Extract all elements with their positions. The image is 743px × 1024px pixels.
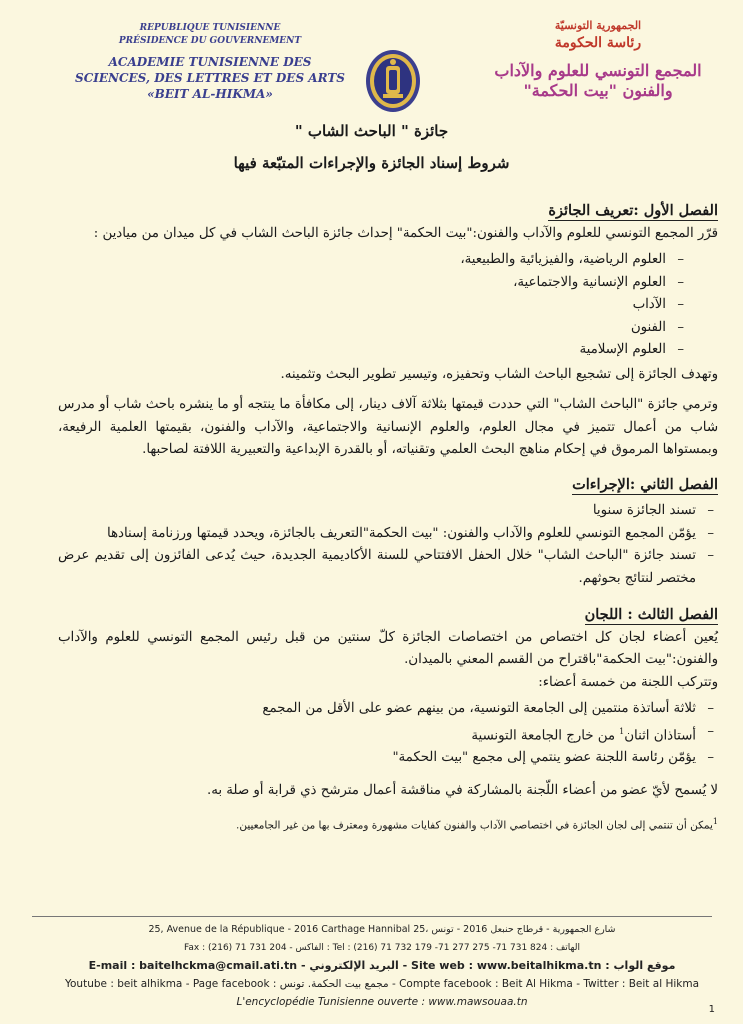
header-ar-government: رئاسة الحكومة [554,35,642,51]
list-item: – تسند الجائزة سنويا [58,500,718,523]
header-fr-presidency: PRÉSIDENCE DU GOUVERNEMENT [118,36,302,46]
footer-social: Youtube : beit alhikma - Page facebook : مجمع بيت الحكمة. تونس - Compte facebook : Beit Al Hikma - Twitter : Beit al Hikma [64,978,700,990]
beit-al-hikma-seal-icon [364,48,422,114]
document-body [58,196,718,834]
list-item: – ثلاثة أساتذة منتمين إلى الجامعة التونسية، من بينهم عضو على الأقل من المجمع [58,698,718,721]
header-ar-republic: الجمهورية التونسيّة [554,19,642,32]
section-3-composition: وتتركب اللجنة من خمسة أعضاء: [538,674,718,690]
footer-email: E-mail : baitelhckma@cmail.ati.tn - البريد الإلكتروني - Site web : www.beitalhikma.tn : موقع الواب [88,959,676,972]
section-1-heading: الفصل الأول :تعريف الجائزة [548,202,718,219]
list-item: – الآداب [58,294,718,317]
list-item: – الفنون [58,317,718,340]
committee-list [58,698,718,770]
header-french [70,22,350,102]
section-2-heading: الفصل الثاني :الإجراءات [572,475,718,493]
list-item: – العلوم الإنسانية والاجتماعية، [58,272,718,295]
header-ar-academy: المجمع التونسي للعلوم والآداب والفنون "بيت الحكمة" [494,61,702,100]
section-1-intro: قرّر المجمع التونسي للعلوم والآداب والفنون:"بيت الحكمة" إحداث جائزة الباحث الشاب في كل ميدان من ميادين : [93,225,718,241]
header-arabic [473,18,723,101]
header-fr-academy: ACADEMIE TUNISIENNE DES SCIENCES, DES LETTRES ET DES ARTS «BEIT AL-HIKMA» [75,55,345,101]
footer-address: 25, Avenue de la République - 2016 Carthage Hannibal 25، شارع الجمهورية - قرطاج حنبعل 2016 - تونس [148,924,616,935]
footer [32,921,732,1011]
section-3-intro: يُعين أعضاء لجان كل اختصاص من اختصاصات الجائزة كلّ سنتين من قبل رئيس المجمع التونسي للعلوم والآداب والفنون:"بيت الحكمة"باقتراح من القسم المعني بالميدان. [58,629,718,667]
page-number: 1 [708,1004,715,1015]
footer-phone: Fax : (216) 71 731 204 - الفاكس : Tel : (216) 71 732 179 -71 277 275 -71 731 824 : الهاتف [184,943,580,953]
section-1-prize: وترمي جائزة "الباحث الشاب" التي حددت قيمتها بثلاثة آلاف دينار، إلى مكافأة ما ينتجه أو ما ينشره باحث شاب أو مدرس شاب من أعمال تتميز في مجال العلوم، والعلوم الإنسانية والاجتماعية، والآداب والفنون، بقيمتها العلمية الرفيعة، وبمستواها المرموق في إحكام مناهج البحث العلمي وتقنياته، أو بالقدرة الإبداعية والتعبيرية اللافتة لصاحبها. [58,397,718,457]
section-3-heading: الفصل الثالث : اللجان [584,606,718,623]
document-subtitle: شروط إسناد الجائزة والإجراءات المتبّعة فيها [233,154,510,172]
document-title: جائزة " الباحث الشاب " [294,122,449,140]
footnote: $^1$يمكن أن تنتمي إلى لجان الجائزة في اختصاصي الآداب والفنون كفايات مشهورة ومعترف بها من غير الجامعيين. [236,817,718,832]
list-item: – يؤمّن رئاسة اللجنة عضو ينتمي إلى مجمع "بيت الحكمة" [58,747,718,770]
list-item: – يؤمّن المجمع التونسي للعلوم والآداب والفنون: "بيت الحكمة"التعريف بالجائزة، ويحدد قيمتها ورزنامة إسنادها [58,523,718,546]
section-1-aim: وتهدف الجائزة إلى تشجيع الباحث الشاب وتحفيزه، وتيسير تطوير البحث وتثمينه. [280,366,718,382]
footer-encyclopedia: L'encyclopédie Tunisienne ouverte : www.mawsouaa.tn [236,996,528,1008]
list-item: – العلوم الرياضية، والفيزيائية والطبيعية، [58,249,718,272]
section-3-rule: لا يُسمح لأيّ عضو من أعضاء اللّجنة بالمشاركة في مناقشة أعمال مترشح ذي قرابة أو صلة به. [207,782,718,798]
footer-divider [32,916,712,917]
procedures-list [58,500,718,590]
list-item: – أستاذان اثنان$^1$ من خارج الجامعة التونسية [58,721,718,748]
list-item: – العلوم الإسلامية [58,339,718,362]
list-item: – تسند جائزة "الباحث الشاب" خلال الحفل الافتتاحي للسنة الأكاديمية الجديدة، حيث يُدعى الفائزون إلى تقديم عرض مختصر لنتائج بحوثهم. [58,545,718,590]
header-fr-republic: REPUBLIQUE TUNISIENNE [139,23,281,33]
fields-list [58,249,718,362]
